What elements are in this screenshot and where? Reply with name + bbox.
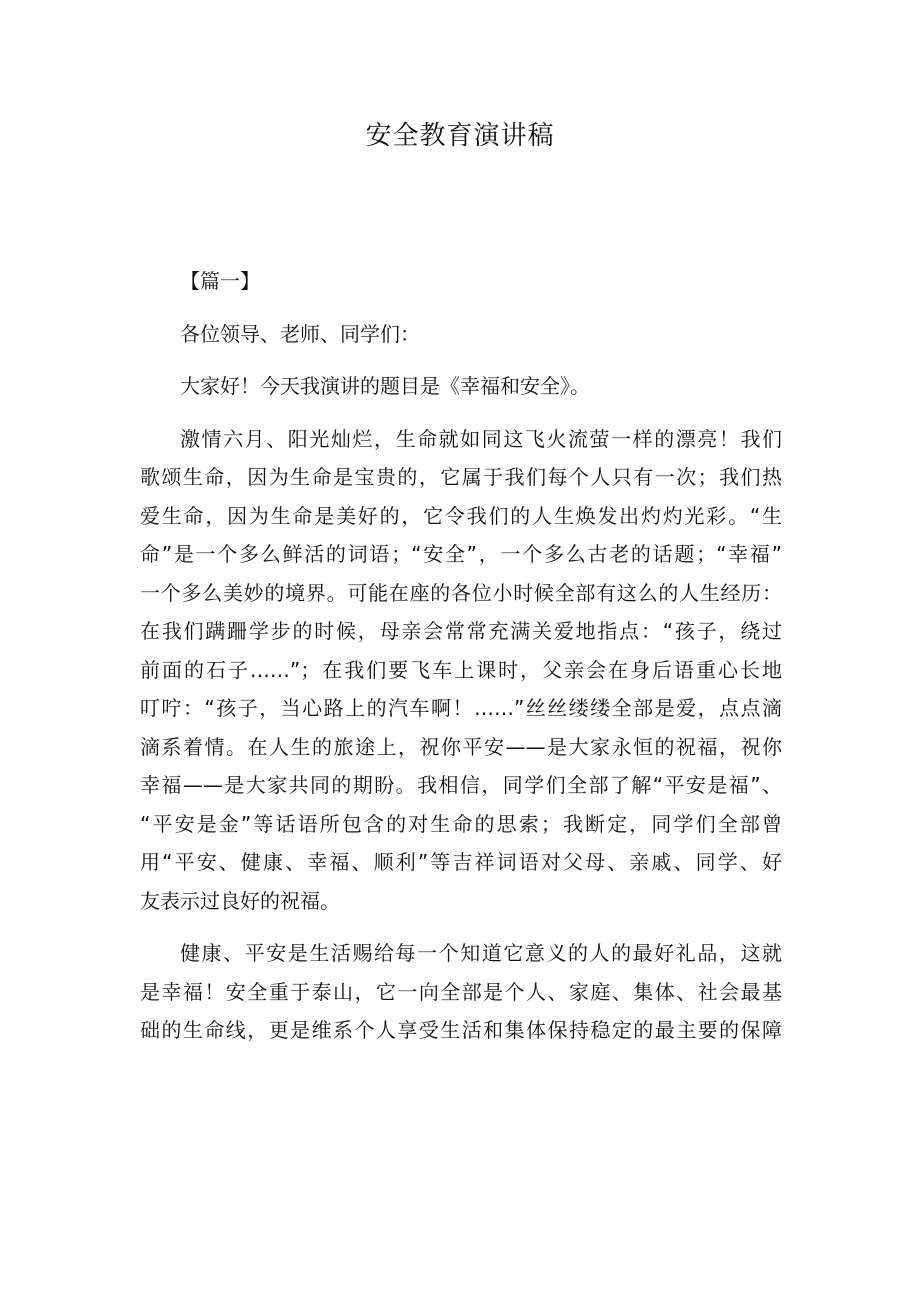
paragraph-1-line: 在我们蹒跚学步的时候，母亲会常常充满关爱地指点：“孩子，绕过 — [140, 619, 782, 643]
paragraph-1-line: 歌颂生命，因为生命是宝贵的，它属于我们每个人只有一次；我们热 — [140, 465, 782, 489]
section-label: 【篇一】 — [180, 269, 260, 293]
salutation: 各位领导、老师、同学们： — [180, 321, 420, 346]
paragraph-1-line: 一个多么美妙的境界。可能在座的各位小时候全部有这么的人生经历： — [140, 580, 782, 605]
paragraph-1-line: 激情六月、阳光灿烂，生命就如同这飞火流萤一样的漂亮！我们 — [180, 426, 782, 451]
paragraph-2-line: 是幸福！安全重于泰山，它一向全部是个人、家庭、集体、社会最基 — [140, 979, 782, 1004]
greeting-block — [140, 367, 782, 406]
paragraph-2-line: 健康、平安是生活赐给每一个知道它意义的人的最好礼品，这就 — [180, 941, 782, 965]
greeting: 大家好！今天我演讲的题目是《幸福和安全》。 — [180, 374, 590, 398]
paragraph-1 — [140, 420, 782, 921]
paragraph-1-line: 用“平安、健康、幸福、顺利”等吉祥词语对父母、亲戚、同学、好 — [140, 850, 782, 874]
document-body — [140, 262, 782, 1050]
paragraph-1-line: 命”是一个多么鲜活的词语；“安全”，一个多么古老的话题；“幸福” — [140, 542, 782, 566]
paragraph-1-line: 幸福——是大家共同的期盼。我相信，同学们全部了解“平安是福”、 — [140, 773, 782, 797]
paragraph-2-line: 础的生命线，更是维系个人享受生活和集体保持稳定的最主要的保障 — [140, 1018, 782, 1042]
paragraph-1-line: 爱生命，因为生命是美好的，它令我们的人生焕发出灼灼光彩。“生 — [140, 503, 782, 528]
paragraph-1-line: 叮咛：“孩子，当心路上的汽车啊！……”丝丝缕缕全部是爱，点点滴 — [140, 696, 782, 720]
paragraph-2 — [140, 934, 782, 1050]
paragraph-1-line: “平安是金”等话语所包含的对生命的思索；我断定，同学们全部曾 — [140, 811, 782, 836]
paragraph-1-line: 前面的石子……”；在我们要飞车上课时，父亲会在身后语重心长地 — [140, 657, 782, 682]
section-label-block — [140, 262, 782, 301]
salutation-block — [140, 315, 782, 354]
paragraph-1-line: 滴系着情。在人生的旅途上，祝你平安——是大家永恒的祝福，祝你 — [140, 734, 782, 759]
document-title: 安全教育演讲稿 — [365, 121, 555, 151]
paragraph-1-line: 友表示过良好的祝福。 — [140, 888, 340, 913]
